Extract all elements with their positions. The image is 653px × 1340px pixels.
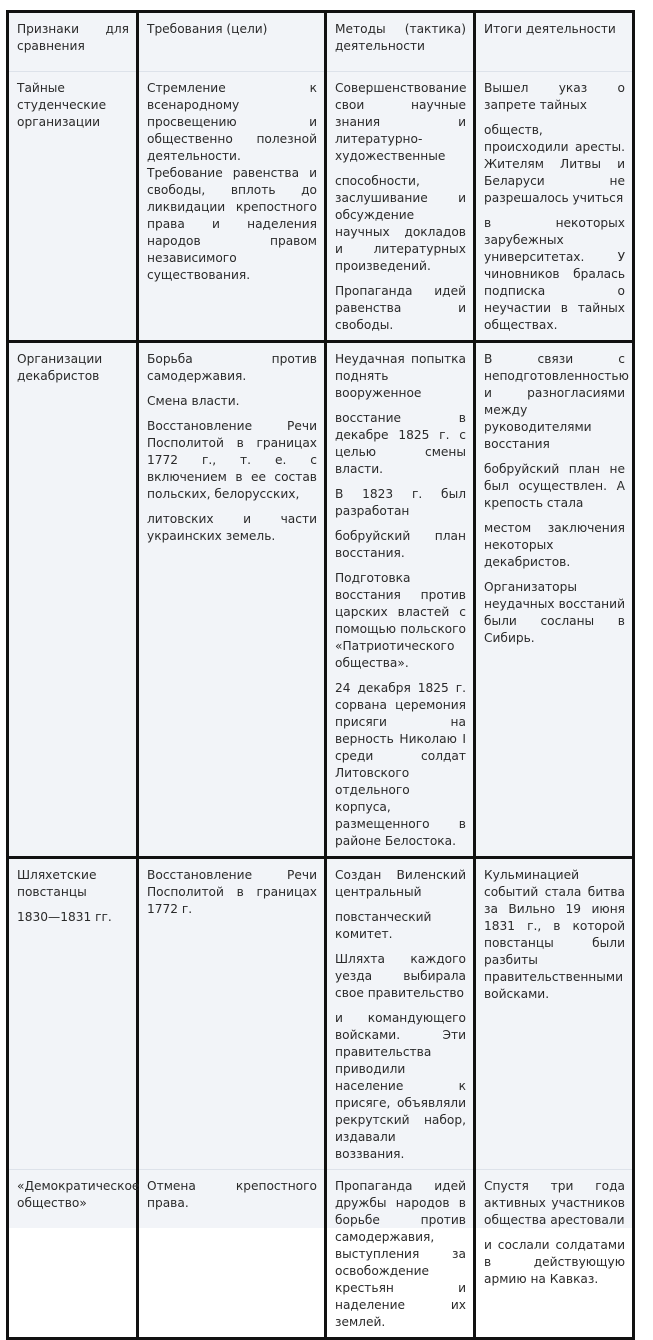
results-text: Организаторы неудачных восстаний были сосланы в Сибирь.: [484, 580, 625, 645]
results-text: бобруйский план не был осуществлен. А крепость стала: [484, 462, 625, 510]
header-criteria: Признаки для сравнения: [8, 12, 138, 72]
table-row: [8, 72, 634, 342]
comparison-table-frame: [6, 10, 632, 1329]
goals-text: Восстановление Речи Посполитой в границах 1772 г.: [147, 868, 317, 916]
table-row: [8, 1170, 634, 1339]
goals-cell: [138, 858, 326, 1170]
results-text: Вышел указ о запрете тайных: [484, 81, 625, 112]
goals-text: Борьба против самодержавия.: [147, 352, 317, 383]
methods-cell: [326, 1170, 475, 1339]
goals-text: литовских и части украинских земель.: [147, 512, 317, 543]
results-text: обществ, происходили аресты. Жителям Литвы и Беларуси не разрешалось учиться: [484, 123, 625, 205]
table-header-row: [8, 12, 634, 72]
methods-text: Неудачная попытка поднять вооруженное: [335, 352, 466, 400]
row-name-cell: [8, 342, 138, 858]
methods-text: восстание в декабре 1825 г. с целью смены власти.: [335, 411, 466, 476]
results-text: в некоторых зарубежных университетах. У чиновников бралась подписка о неучастии в тайных обществах.: [484, 216, 625, 332]
methods-text: Пропаганда идей дружбы народов в борьбе против самодержавия, выступления за освобождение крестьян и наделение их землей.: [335, 1179, 466, 1329]
row-name: Шляхетские повстанцы: [17, 868, 97, 899]
row-name-years: 1830—1831 гг.: [17, 910, 112, 924]
row-name-cell: [8, 858, 138, 1170]
methods-text: бобруйский план восстания.: [335, 529, 466, 560]
results-text: В связи с неподготовленностью и разногласиями между руководителями восстания: [484, 352, 629, 451]
goals-text: Восстановление Речи Посполитой в границах 1772 г., т. е. с включением в ее состав польских, белорусских,: [147, 419, 317, 501]
table-row: [8, 858, 634, 1170]
table-row: [8, 342, 634, 858]
methods-text: 24 декабря 1825 г. сорвана церемония присяги на верность Николаю I среди солдат Литовского отдельного корпуса, размещенного в районе Белостока.: [335, 681, 466, 848]
row-name: Организации декабристов: [17, 352, 103, 383]
methods-text: повстанческий комитет.: [335, 910, 432, 941]
goals-cell: [138, 342, 326, 858]
methods-cell: [326, 72, 475, 342]
methods-text: В 1823 г. был разработан: [335, 487, 466, 518]
header-goals: Требования (цели): [138, 12, 326, 72]
methods-text: Пропаганда идей равенства и свободы.: [335, 284, 466, 332]
header-methods: Методы (тактика) деятельности: [326, 12, 475, 72]
methods-text: Подготовка восстания против царских властей с помощью польского «Патриотического общества».: [335, 571, 466, 670]
row-name: «Демократическое общество»: [17, 1179, 140, 1210]
goals-text: Отмена крепостного права.: [147, 1179, 317, 1210]
results-text: и сослали солдатами в действующую армию на Кавказ.: [484, 1238, 625, 1286]
results-text: Спустя три года активных участников общества арестовали: [484, 1179, 625, 1227]
row-name: Тайные студенческие организации: [17, 81, 107, 129]
methods-text: Совершенствование свои научные знания и литературно-художественные: [335, 81, 467, 163]
results-cell: [475, 342, 634, 858]
results-text: Кульминацией событий стала битва за Вильно 19 июня 1831 г., в которой повстанцы были разбиты правительственными войсками.: [484, 868, 625, 1001]
goals-text: Смена власти.: [147, 394, 240, 408]
results-cell: [475, 1170, 634, 1339]
methods-text: и командующего войсками. Эти правительства приводили население к присяге, объявляли рекрутский набор, издавали воззвания.: [335, 1011, 466, 1161]
results-cell: [475, 858, 634, 1170]
row-name-cell: [8, 72, 138, 342]
results-text: местом заключения некоторых декабристов.: [484, 521, 625, 569]
methods-cell: [326, 858, 475, 1170]
goals-text: Стремление к всенародному просвещению и общественно полезной деятельности. Требование равенства и свободы, вплоть до ликвидации крепостного права и наделения народов правом независимого существования.: [147, 81, 317, 282]
goals-cell: [138, 1170, 326, 1339]
header-results: Итоги деятельности: [475, 12, 634, 72]
methods-text: способности, заслушивание и обсуждение научных докладов и литературных произведений.: [335, 174, 466, 273]
row-name-cell: [8, 1170, 138, 1339]
comparison-table: [6, 10, 635, 1340]
methods-text: Шляхта каждого уезда выбирала свое правительство: [335, 952, 466, 1000]
results-cell: [475, 72, 634, 342]
goals-cell: [138, 72, 326, 342]
methods-text: Создан Виленский центральный: [335, 868, 466, 899]
methods-cell: [326, 342, 475, 858]
